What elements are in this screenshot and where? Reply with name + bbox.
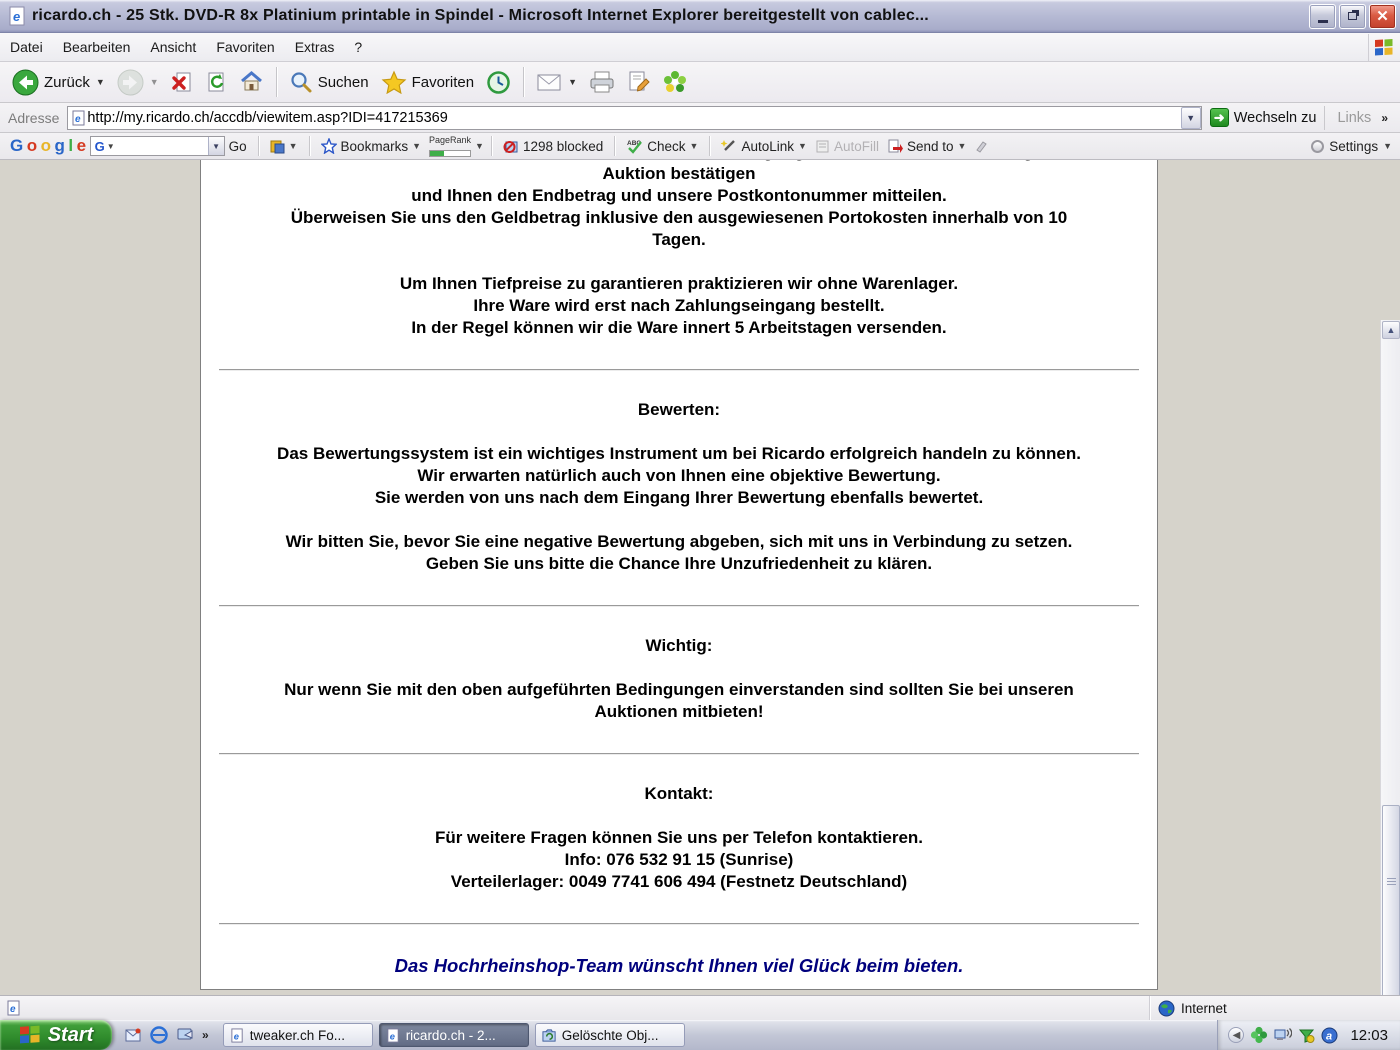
sendto-icon [887,138,903,154]
google-news-button[interactable] [266,139,302,154]
highlighter-icon [974,139,988,153]
taskbtn-label: Gelöschte Obj... [561,1027,659,1043]
svg-text:e: e [233,1030,239,1041]
links-overflow-chevron[interactable]: » [1381,110,1388,125]
search-button[interactable] [283,67,375,97]
print-icon [589,70,615,94]
menu-extras[interactable]: Extras [294,39,335,55]
bookmarks-button[interactable] [317,138,425,154]
section-divider [219,923,1139,925]
go-button[interactable] [1202,108,1325,127]
taskbar-window-tweaker[interactable] [223,1023,373,1047]
phone-warehouse-line: Verteilerlager: 0049 7741 606 494 (Festnetz Deutschland) [450,872,908,891]
google-go-button[interactable] [225,139,251,154]
menu-ansicht[interactable]: Ansicht [150,39,197,55]
toolbar-separator [276,67,277,97]
text-line: Wir bitten Sie, bevor Sie eine negative Bewertung abgeben, sich mit uns in Verbindung zu setzen. [285,532,1073,551]
google-separator [258,136,259,156]
google-logo: G o o g l e [10,136,86,155]
autolink-dropdown-icon[interactable]: ▼ [798,141,807,151]
google-go-label: Go [228,138,247,154]
home-icon [239,70,264,94]
standard-toolbar [0,62,1400,103]
windows-logo-throbber [1368,34,1398,61]
autolink-wand-icon [721,138,737,154]
text-line: Sie werden von uns nach dem Eingang Ihrer Bewertung ebenfalls bewertet. [374,488,984,507]
autofill-icon [815,139,830,154]
autolink-button[interactable] [717,138,810,154]
quicklaunch-ie-icon[interactable] [150,1026,168,1044]
blank-line [201,657,1157,679]
favorites-star-icon [381,70,407,94]
check-dropdown-icon[interactable]: ▼ [689,141,699,151]
icq-flower-icon [663,70,687,94]
forward-dropdown-icon[interactable]: ▼ [149,77,159,87]
mail-button[interactable] [530,68,583,96]
status-zone-pane [1150,1000,1227,1017]
toolbar-separator [523,67,524,97]
close-button[interactable]: ✕ [1369,4,1396,29]
forward-icon [117,69,144,96]
text-line: Auktion bestätigen [602,164,756,183]
favorites-label: Favoriten [411,73,475,91]
auction-text [201,160,1157,979]
sendto-dropdown-icon[interactable]: ▼ [957,141,967,151]
taskbtn-ie-icon [230,1028,245,1043]
mail-icon [536,71,562,93]
internet-zone-label: Internet [1181,1000,1227,1016]
google-search-box: G ▼ ▼ [90,136,225,156]
google-toolbar [0,133,1400,160]
status-page-icon [6,1000,22,1016]
svg-text:e: e [389,1030,395,1041]
google-g-icon: G [94,138,105,154]
history-button[interactable] [480,67,517,98]
taskbar-window-geloeschte[interactable] [535,1023,685,1047]
links-toolbar[interactable] [1324,106,1396,130]
menu-favoriten[interactable]: Favoriten [216,39,275,55]
popup-blocked-button[interactable] [499,138,607,154]
auction-description-box [200,160,1158,990]
url-input[interactable] [87,108,1180,128]
text-line: Wir erwarten natürlich auch von Ihnen eine objektive Bewertung. [417,466,941,485]
vertical-scrollbar[interactable] [1380,320,1400,995]
pagerank-button[interactable] [425,136,475,157]
svg-text:e: e [13,9,21,24]
go-label: Wechseln zu [1233,109,1317,126]
text-line: Tagen. [652,230,706,249]
text-line: Auktionen mitbieten! [594,702,764,721]
autofill-label: AutoFill [833,138,879,154]
start-button[interactable] [0,1020,112,1050]
stop-icon [171,70,193,94]
menu-bar [0,33,1400,62]
quick-launch [112,1026,217,1044]
pagerank-dropdown-icon[interactable]: ▼ [475,141,484,151]
svg-text:a: a [1326,1030,1333,1042]
browser-viewport [0,160,1400,995]
home-button[interactable] [233,67,270,97]
blank-line [201,251,1157,273]
favorites-button[interactable] [375,67,481,97]
settings-dropdown-icon[interactable]: ▼ [1383,141,1392,151]
tray-collapse-chevron[interactable]: ◀ [1228,1027,1244,1043]
mail-dropdown-icon[interactable]: ▼ [568,77,578,87]
status-bar [0,995,1400,1020]
pagerank-bar [429,150,471,157]
links-label: Links [1337,109,1372,126]
check-label: Check [647,138,686,154]
svg-text:ABC: ABC [627,139,642,147]
status-left-pane [0,996,1150,1020]
quicklaunch-show-desktop-icon[interactable] [176,1026,194,1044]
ie-page-icon [7,6,27,26]
text-line: Das Bewertungssystem ist ein wichtiges Instrument um bei Ricardo erfolgreich handeln zu können. [277,444,1081,463]
restore-button[interactable] [1339,4,1366,29]
taskbtn-folder-icon [542,1028,557,1043]
address-field-wrap [67,106,1201,130]
svg-text:e: e [75,113,81,125]
address-bar [0,103,1400,133]
icq-button[interactable] [657,67,693,97]
section-heading-bewerten: Bewerten: [637,400,721,419]
menu-bearbeiten[interactable]: Bearbeiten [62,39,131,55]
text-line: Überweisen Sie uns den Geldbetrag inklusive den ausgewiesenen Portokosten innerhalb von 10 [290,208,1068,227]
taskbar-clock[interactable]: 12:03 [1350,1026,1388,1044]
scrollbar-grip [1387,878,1396,886]
window-title: ricardo.ch - 25 Stk. DVD-R 8x Platinium printable in Spindel - Microsoft Internet Explorer bereitgestellt von cablec... [32,7,929,24]
tray-avast-icon[interactable] [1321,1027,1338,1044]
history-clock-icon [486,70,511,95]
settings-label: Settings [1329,138,1379,154]
address-label: Adresse [8,109,60,126]
blank-line [201,509,1157,531]
google-separator [309,136,310,156]
spellcheck-button[interactable] [622,138,702,155]
sendto-button[interactable] [883,138,970,154]
spellcheck-icon [626,138,643,155]
scrollbar-thumb[interactable] [1382,805,1400,995]
settings-icon [1311,140,1324,153]
google-separator [614,136,615,156]
shop-team-footer: Das Hochrheinshop-Team wünscht Ihnen viel Glück beim bieten. [394,955,964,976]
section-divider [219,369,1139,371]
go-arrow-icon: ➜ [1210,108,1229,127]
section-heading-kontakt: Kontakt: [644,784,714,803]
svg-text:e: e [10,1004,16,1015]
autolink-label: AutoLink [741,138,795,154]
google-separator [709,136,710,156]
text-line: und Ihnen den Endbetrag und unsere Postkontonummer mitteilen. [411,186,947,205]
start-windows-flag-icon [19,1024,41,1046]
back-icon [12,69,39,96]
bookmarks-dropdown-icon[interactable]: ▼ [412,141,421,151]
pagerank-label: PageRank [429,134,472,145]
text-line: Um Ihnen Tiefpreise zu garantieren praktizieren wir ohne Warenlager. [399,274,959,293]
section-divider [219,605,1139,607]
back-button[interactable] [6,66,111,99]
news-dropdown-icon[interactable]: ▼ [288,141,298,151]
taskbtn-ie-icon [386,1028,401,1043]
menu-datei[interactable]: Datei [10,39,43,55]
popup-blocker-icon [503,138,519,154]
back-dropdown-icon[interactable]: ▼ [95,77,105,87]
minimize-button[interactable] [1309,4,1336,29]
start-label: Start [47,1023,94,1046]
google-search-input[interactable] [115,139,203,153]
text-line: Ihre Ware wird erst nach Zahlungseingang bestellt. [473,296,885,315]
internet-globe-icon [1158,1000,1175,1017]
taskbar-window-ricardo[interactable] [379,1023,529,1047]
google-separator [491,136,492,156]
text-line: Geben Sie uns bitte die Chance Ihre Unzufriedenheit zu klären. [425,554,933,573]
google-settings-button[interactable] [1311,139,1392,154]
menu-hilfe[interactable]: ? [354,39,363,55]
bookmarks-label: Bookmarks [340,138,409,154]
url-page-icon [71,110,87,126]
google-search-dropdown[interactable]: ▼ [208,137,224,155]
sendto-label: Send to [906,138,954,154]
blank-line [201,805,1157,827]
refresh-icon [205,70,227,94]
search-label: Suchen [317,73,369,91]
system-tray [1217,1020,1400,1050]
quicklaunch-mail-icon[interactable] [124,1026,142,1044]
refresh-button[interactable] [199,67,233,97]
text-line: In der Regel können wir die Ware innert 5 Arbeitstagen versenden. [411,318,947,337]
title-bar [0,0,1400,33]
text-line: Nur wenn Sie mit den oben aufgeführten Bedingungen einverstanden sind sollten Sie bei unseren [284,680,1074,699]
taskbar [0,1020,1400,1050]
blank-line [201,421,1157,443]
google-news-icon [270,139,285,154]
stop-button[interactable] [165,67,199,97]
highlight-button[interactable] [970,139,992,153]
forward-button[interactable] [111,66,165,99]
back-label: Zurück [44,73,90,91]
text-line: Für weitere Fragen können Sie uns per Telefon kontaktieren. [434,828,924,847]
edit-button[interactable] [621,67,657,97]
url-dropdown-button[interactable]: ▼ [1181,107,1201,129]
taskbtn-label: ricardo.ch - 2... [405,1027,496,1043]
section-heading-wichtig: Wichtig: [645,636,713,655]
taskbtn-label: tweaker.ch Fo... [249,1027,345,1043]
tray-icq-clover-icon[interactable] [1250,1026,1268,1044]
section-divider [219,753,1139,755]
search-icon [289,70,313,94]
autofill-button[interactable] [811,139,883,154]
quicklaunch-overflow-chevron[interactable]: » [202,1028,209,1042]
phone-info-line: Info: 076 532 91 15 (Sunrise) [564,850,794,869]
tray-antivirus-icon[interactable] [1298,1027,1315,1044]
edit-page-icon [627,70,651,94]
scroll-up-button[interactable]: ▲ [1382,321,1400,339]
tray-network-icon[interactable] [1274,1027,1292,1043]
windows-flag-icon [1374,38,1394,58]
blocked-label: 1298 blocked [522,138,604,154]
bookmarks-star-icon [321,138,337,154]
print-button[interactable] [583,67,621,97]
